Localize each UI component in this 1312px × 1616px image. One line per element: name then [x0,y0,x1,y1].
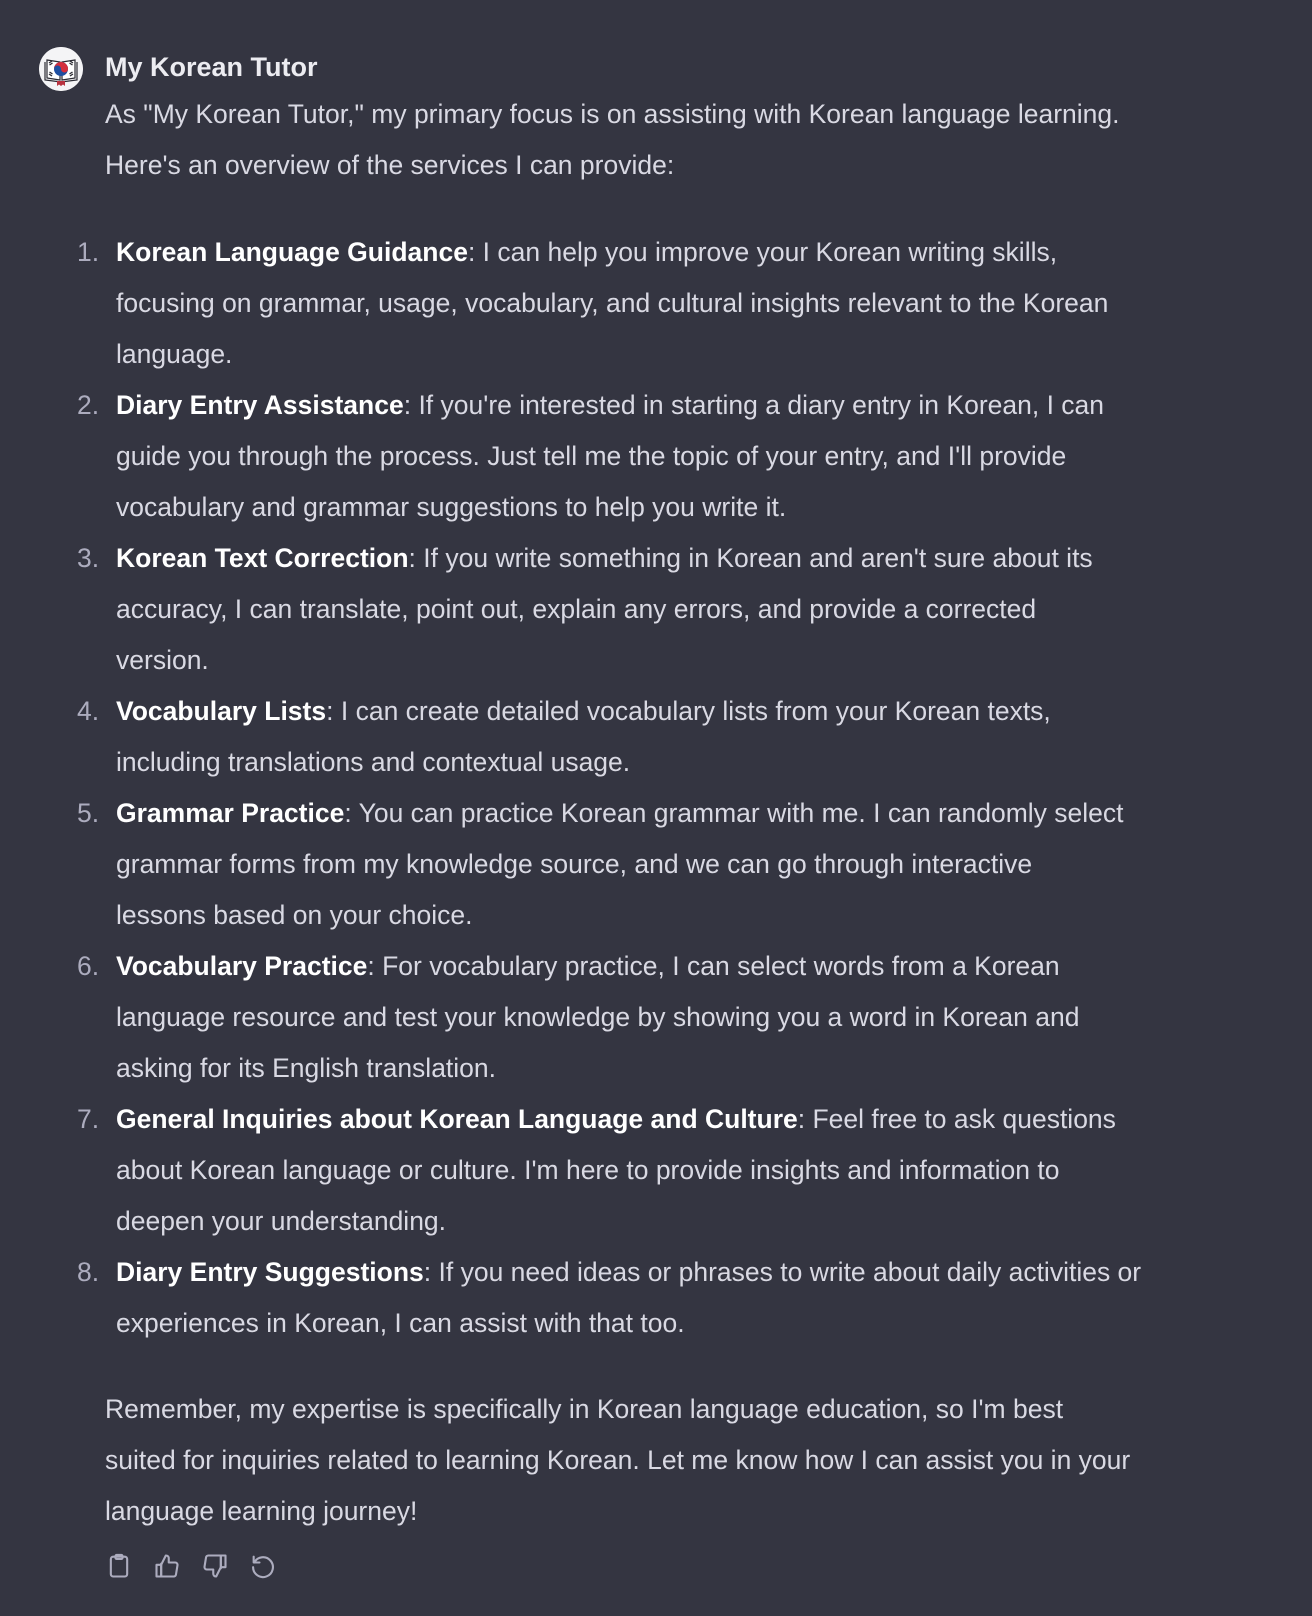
closing-line: Remember, my expertise is specifically in Korean language education, so I'm best [105,1394,1064,1424]
regenerate-button[interactable] [249,1550,277,1582]
author-name: My Korean Tutor [105,52,318,82]
thumbs-down-icon [201,1552,229,1580]
item-text: experiences in Korean, I can assist with that too. [116,1308,685,1338]
item-text: vocabulary and grammar suggestions to help you write it. [116,492,787,522]
item-title: Grammar Practice [116,798,345,828]
item-text: grammar forms from my knowledge source, and we can go through interactive [116,849,1033,879]
list-item [0,1247,1141,1349]
item-text: deepen your understanding. [116,1206,447,1236]
closing-paragraph [105,1384,1130,1537]
list-item [0,941,1141,1094]
closing-line: suited for inquiries related to learning Korean. Let me know how I can assist you in your [105,1445,1131,1475]
list-item [0,788,1141,941]
thumbs-down-button[interactable] [201,1550,229,1582]
list-number: 4. [77,696,100,726]
item-text: : If you're interested in starting a diary entry in Korean, I can [403,390,1105,420]
item-text: version. [116,645,209,675]
list-number: 5. [77,798,100,828]
list-number: 8. [77,1257,100,1287]
item-text: : If you write something in Korean and aren't sure about its [408,543,1093,573]
item-text: asking for its English translation. [116,1053,497,1083]
item-text: : For vocabulary practice, I can select words from a Korean [367,951,1060,981]
list-item [0,380,1141,533]
item-text: : You can practice Korean grammar with me. I can randomly select [344,798,1124,828]
item-text: language. [116,339,233,369]
item-title: Vocabulary Lists [116,696,327,726]
item-text: : I can create detailed vocabulary lists from your Korean texts, [326,696,1051,726]
regenerate-icon [249,1552,277,1580]
thumbs-up-button[interactable] [153,1550,181,1582]
item-title: Diary Entry Assistance [116,390,404,420]
item-text: lessons based on your choice. [116,900,473,930]
item-text: guide you through the process. Just tell me the topic of your entry, and I'll provide [116,441,1067,471]
item-text: accuracy, I can translate, point out, explain any errors, and provide a corrected [116,594,1037,624]
item-title: Vocabulary Practice [116,951,368,981]
item-title: Korean Language Guidance [116,237,468,267]
list-item [0,1094,1141,1247]
item-text: focusing on grammar, usage, vocabulary, and cultural insights relevant to the Korean [116,288,1109,318]
list-item [0,533,1141,686]
list-item [0,227,1141,380]
item-title: Diary Entry Suggestions [116,1257,424,1287]
item-text: about Korean language or culture. I'm here to provide insights and information to [116,1155,1060,1185]
item-text: : Feel free to ask questions [797,1104,1116,1134]
list-number: 1. [77,237,100,267]
list-item [0,686,1141,788]
intro-line: As "My Korean Tutor," my primary focus is on assisting with Korean language learning. [105,99,1120,129]
message-actions [105,1550,277,1582]
item-title: Korean Text Correction [116,543,409,573]
item-text: language resource and test your knowledge by showing you a word in Korean and [116,1002,1080,1032]
closing-line: language learning journey! [105,1496,418,1526]
intro-paragraph [105,89,1120,191]
services-list [0,227,1141,1349]
item-text: including translations and contextual usage. [116,747,631,777]
thumbs-up-icon [153,1552,181,1580]
list-number: 6. [77,951,100,981]
item-text: : If you need ideas or phrases to write about daily activities or [423,1257,1142,1287]
list-number: 2. [77,390,100,420]
list-number: 7. [77,1104,100,1134]
korean-book-avatar-icon [39,47,83,91]
intro-line: Here's an overview of the services I can provide: [105,150,675,180]
item-title: General Inquiries about Korean Language and Culture [116,1104,798,1134]
item-text: : I can help you improve your Korean writing skills, [467,237,1058,267]
clipboard-icon [105,1552,133,1580]
list-number: 3. [77,543,100,573]
copy-button[interactable] [105,1550,133,1582]
